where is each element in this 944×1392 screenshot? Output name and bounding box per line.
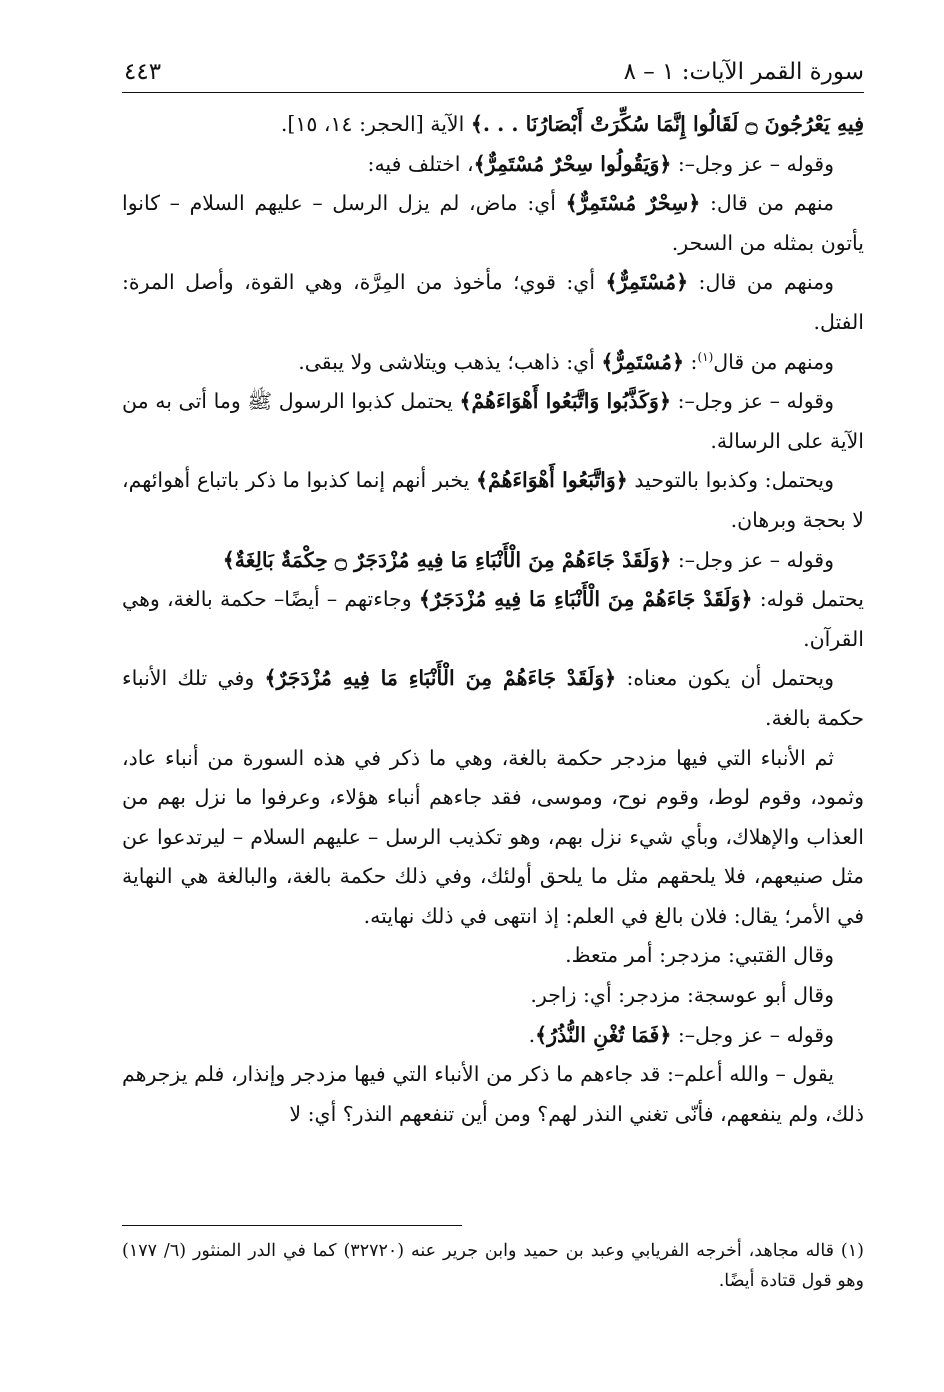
text-run: وقوله – عز وجل–: xyxy=(671,1022,834,1047)
text-run: أي: ذاهب؛ يذهب ويتلاشى ولا يبقى. xyxy=(298,349,602,374)
text-run: وقوله – عز وجل–: xyxy=(670,389,835,414)
text-run: ومنهم من قال xyxy=(713,349,834,374)
footnote-marker: (١) xyxy=(697,349,714,364)
paragraph xyxy=(122,1016,864,1056)
quran-quote: ﴿مُسْتَمِرٌّ﴾ xyxy=(601,349,685,374)
paragraph xyxy=(122,382,864,461)
quran-quote: ﴿وَكَذَّبُوا وَاتَّبَعُوا أَهْوَاءَهُمْ﴾ xyxy=(459,389,671,414)
quran-quote: ﴿سِحْرٌ مُسْتَمِرٌّ﴾ xyxy=(565,191,701,216)
paragraph xyxy=(122,343,864,383)
text-run: وجاءتهم – أيضًا– حكمة بالغة، وهي القرآن. xyxy=(122,587,864,651)
text-run: يحتمل قوله: xyxy=(752,587,864,612)
text-run: الآية [الحجر: ١٤، ١٥]. xyxy=(280,112,471,136)
text-run: يقول – والله أعلم–: قد جاءهم ما ذكر من الأنباء التي فيها مزدجر وإنذار، فلم يزجرهم ذلك، ولم ينفعهم، فأنّى تغني النذر لهم؟ ومن أين تنفعهم النذر؟ أي: لا xyxy=(122,1062,864,1126)
quran-quote: ﴿مُسْتَمِرٌّ﴾ xyxy=(605,270,689,295)
footnote-separator xyxy=(122,1225,462,1226)
text-run: يخبر أنهم إنما كذبوا ما ذكر باتباع أهوائهم، لا بحجة وبرهان. xyxy=(122,468,864,532)
paragraph xyxy=(122,461,864,540)
paragraph xyxy=(122,541,864,581)
quran-quote: ﴿وَلَقَدْ جَاءَهُمْ مِنَ الْأَنْبَاءِ مَا فِيهِ مُزْدَجَرٌ ۝ حِكْمَةٌ بَالِغَةٌ﴾ xyxy=(222,547,672,572)
paragraph xyxy=(122,739,864,937)
text-run: أي: ماض، لم يزل الرسل – عليهم السلام – كانوا يأتون بمثله من السحر. xyxy=(122,191,864,255)
paragraph xyxy=(122,936,864,976)
page-number: ٤٤٣ xyxy=(124,59,162,85)
text-run: ، اختلف فيه: xyxy=(367,151,474,176)
footnote-text: (١) قاله مجاهد، أخرجه الفريابي وعبد بن حميد وابن جرير عنه (٣٢٧٢٠) كما في الدر المنثور (٦/ ١٧٧) وهو قول قتادة أيضًا. xyxy=(122,1241,864,1291)
running-header xyxy=(122,52,864,93)
quran-quote: ﴿وَلَقَدْ جَاءَهُمْ مِنَ الْأَنْبَاءِ مَا فِيهِ مُزْدَجَرٌ﴾ xyxy=(264,666,617,691)
text-run: أي: قوي؛ مأخوذ من المِرَّة، وهي القوة، وأصل المرة: الفتل. xyxy=(122,270,864,334)
text-run: ويحتمل أن يكون معناه: xyxy=(616,666,834,691)
text-run: ثم الأنباء التي فيها مزدجر حكمة بالغة، وهي ما ذكر في هذه السورة من أنباء عاد، وثمود، وقوم لوط، وقوم نوح، وموسى، فقد جاءهم أنباء هؤلاء، وعرفوا ما نزل بهم من العذاب والإهلاك، وبأي شيء نزل بهم، وهو تكذيب الرسل – عليهم السلام – ليرتدعوا عن مثل صنيعهم، فلا يلحقهم مثل ما يلحق أولئك، وفي ذلك حكمة بالغة، والبالغة هي النهاية في الأمر؛ يقال: فلان بالغ في العلم: إذ انتهى في ذلك نهايته. xyxy=(122,745,864,928)
text-run: وقوله – عز وجل–: xyxy=(671,151,834,176)
quran-quote: ﴿وَيَقُولُوا سِحْرٌ مُسْتَمِرٌّ﴾ xyxy=(473,151,672,176)
text-run: وفي تلك الأنباء حكمة بالغة. xyxy=(122,666,864,730)
paragraph xyxy=(122,105,864,145)
footnote xyxy=(122,1236,864,1296)
text-run: ويحتمل: وكذبوا بالتوحيد xyxy=(627,468,834,493)
text-run: وقوله – عز وجل–: xyxy=(671,547,834,572)
running-title: سورة القمر الآيات: ١ – ٨ xyxy=(623,59,864,85)
quran-quote: ﴿وَاتَّبَعُوا أَهْوَاءَهُمْ﴾ xyxy=(475,468,628,493)
quran-quote: ﴿وَلَقَدْ جَاءَهُمْ مِنَ الْأَنْبَاءِ مَا فِيهِ مُزْدَجَرٌ﴾ xyxy=(418,587,753,612)
text-run: يحتمل كذبوا الرسول ﷺ وما أتى به من الآية على الرسالة. xyxy=(122,389,864,453)
paragraph xyxy=(122,145,864,185)
text-run: منهم من قال: xyxy=(700,191,834,216)
text-run: . xyxy=(528,1022,536,1047)
paragraph xyxy=(122,1055,864,1134)
quran-quote: ﴿فَمَا تُغْنِ النُّذُرُ﴾ xyxy=(535,1022,672,1047)
paragraph xyxy=(122,580,864,659)
body-text xyxy=(122,105,864,1134)
paragraph xyxy=(122,184,864,263)
text-run: وقال القتبي: مزدجر: أمر متعظ. xyxy=(565,943,834,968)
text-run: ومنهم من قال: xyxy=(688,270,834,295)
paragraph xyxy=(122,659,864,738)
page xyxy=(122,52,864,1352)
quran-quote: فِيهِ يَعْرُجُونَ ۝ لَقَالُوا إِنَّمَا سُكِّرَتْ أَبْصَارُنَا . . .﴾ xyxy=(470,112,864,136)
paragraph xyxy=(122,263,864,342)
text-run: وقال أبو عوسجة: مزدجر: أي: زاجر. xyxy=(530,983,834,1008)
text-run: : xyxy=(684,349,698,374)
paragraph xyxy=(122,976,864,1016)
